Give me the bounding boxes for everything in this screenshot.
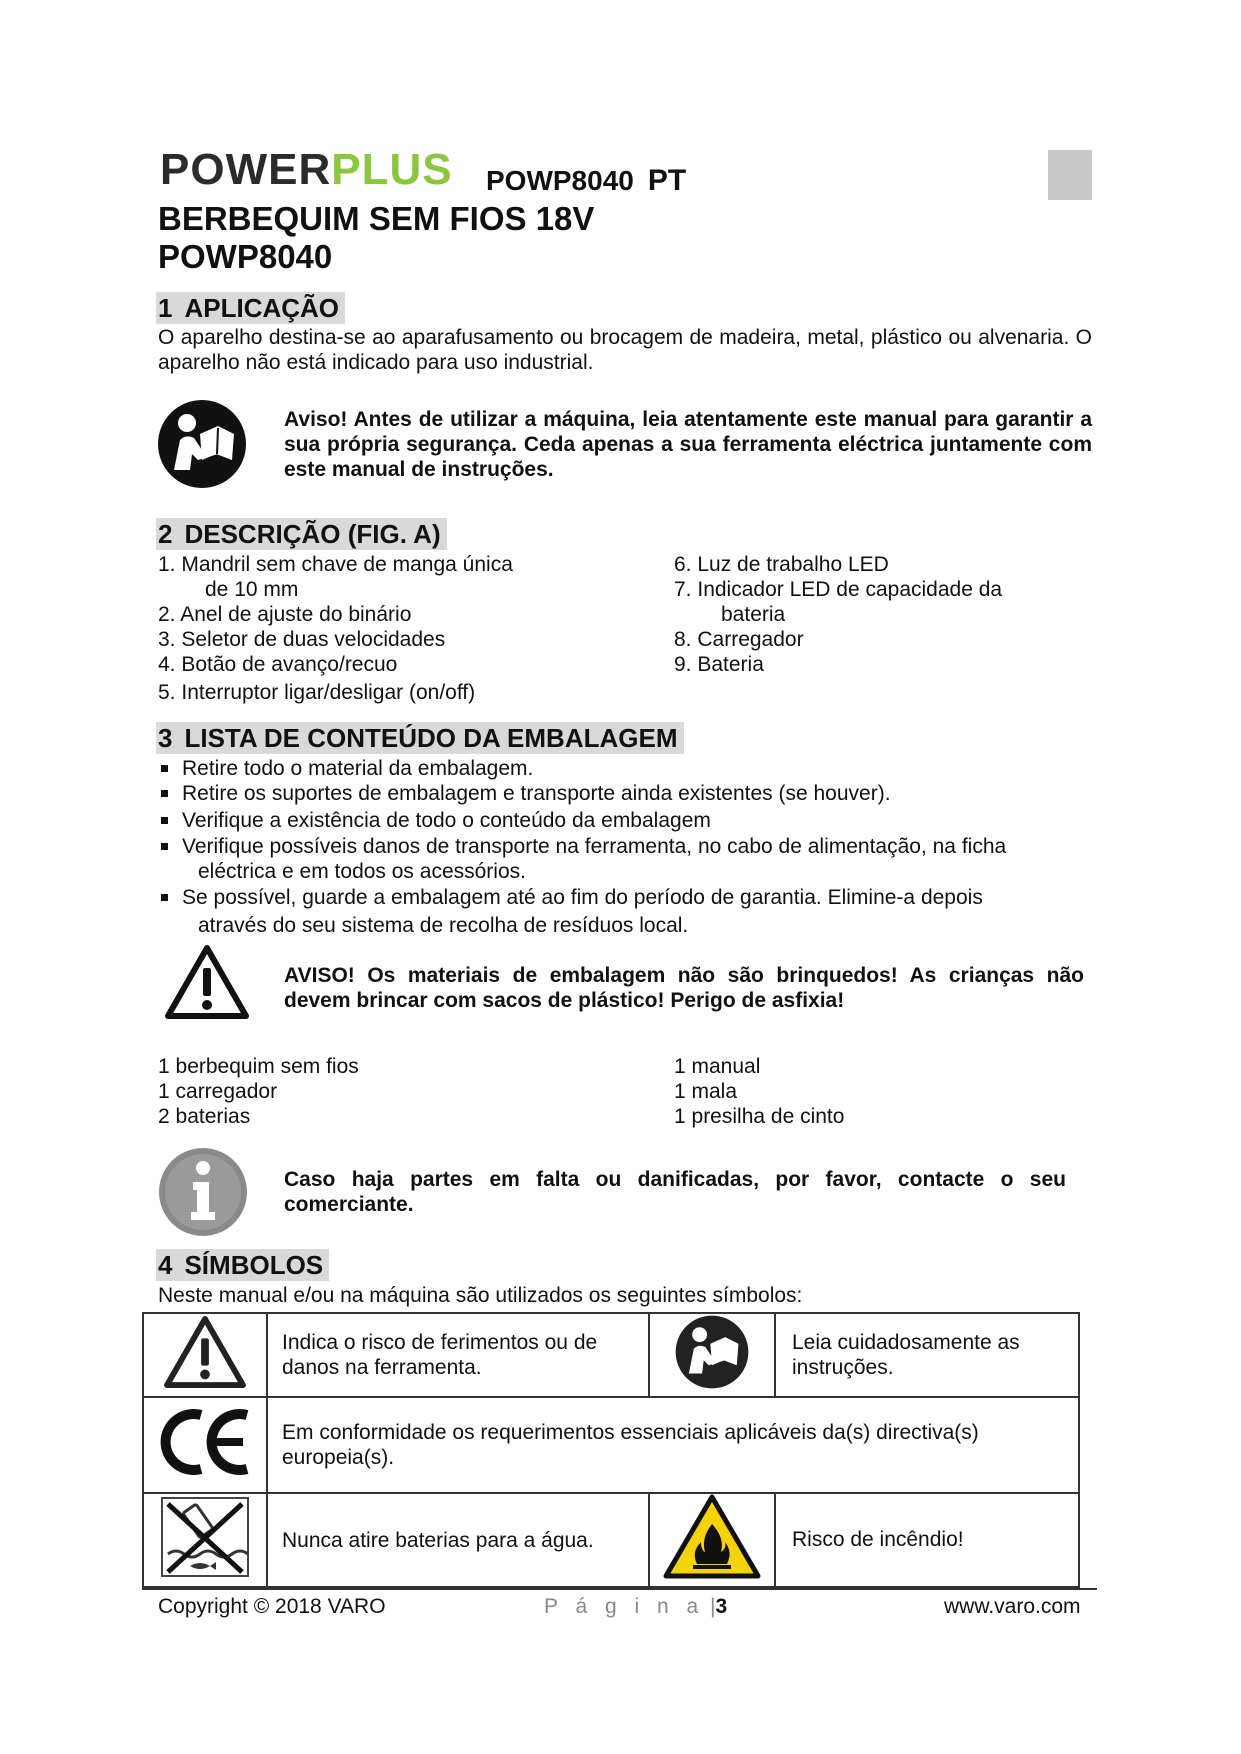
packaging-warning: AVISO! Os materiais de embalagem não são brinquedos! As crianças não devem brincar com sacos de plástico! Perigo de asfixia! [284,964,1084,1012]
contents-list-right [674,1054,844,1129]
footer-divider [142,1588,1097,1590]
info-icon [157,1146,249,1243]
brand-logo: POWERPLUS [160,145,453,194]
application-text: O aparelho destina-se ao aparafusamento ou brocagem de madeira, metal, plástico ou alvenaria. O aparelho não está indicado para uso industrial. [158,326,1092,374]
symbol-cell [143,1493,267,1587]
footer-website: www.varo.com [944,1595,1081,1618]
list-item: Verifique a existência de todo o conteúdo da embalagem [158,808,1006,833]
symbol-description: Leia cuidadosamente as instruções. [775,1313,1079,1397]
list-item: 7. Indicador LED de capacidade da [674,578,1003,601]
list-item: Retire os suportes de embalagem e transporte ainda existentes (se houver). [158,781,1006,806]
section-heading-aplicacao: 1 APLICAÇÃO [156,292,345,324]
read-manual-warning: Aviso! Antes de utilizar a máquina, leia atentamente este manual para garantir a sua própria segurança. Ceda apenas a sua ferramenta eléctrica juntamente com este manual de instruções. [284,408,1092,481]
list-item-cont: eléctrica e em todos os acessórios. [198,860,526,883]
parts-list-left [158,552,513,705]
symbols-intro: Neste manual e/ou na máquina são utilizados os seguintes símbolos: [158,1284,803,1307]
list-item: 6. Luz de trabalho LED [674,553,889,576]
list-item: Se possível, guarde a embalagem até ao fim do período de garantia. Elimine-a depois [158,885,1006,910]
symbol-description: Nunca atire baterias para a água. [267,1493,649,1587]
page-number: P á g i n a |3 [544,1595,728,1618]
model-code: POWP8040 [486,165,634,196]
doc-title-line1: BERBEQUIM SEM FIOS 18V [158,200,595,237]
symbol-description: Indica o risco de ferimentos ou de danos na ferramenta. [267,1313,649,1397]
symbol-cell [649,1313,775,1397]
list-item: 5. Interruptor ligar/desligar (on/off) [158,681,476,704]
list-item: 1 carregador [158,1080,278,1103]
missing-parts-info: Caso haja partes em falta ou danificadas, por favor, contacte o seu comerciante. [284,1168,1066,1216]
page-tab-marker [1048,150,1092,200]
list-item: 2 baterias [158,1105,251,1128]
no-battery-in-water-icon [160,1496,250,1578]
symbol-cell [143,1397,267,1493]
warning-triangle-icon [164,944,250,1025]
list-item: Verifique possíveis danos de transporte na ferramenta, no cabo de alimentação, na ficha [158,834,1006,859]
section-heading-descricao: 2 DESCRIÇÃO (FIG. A) [156,518,447,550]
list-item: 1 mala [674,1080,738,1103]
list-item-cont: através do seu sistema de recolha de resíduos local. [198,914,689,937]
symbol-description: Risco de incêndio! [775,1493,1079,1587]
symbols-table [142,1312,1080,1588]
list-item: 1. Mandril sem chave de manga única [158,553,513,576]
read-manual-icon [674,1314,750,1390]
list-item: 8. Carregador [674,628,804,651]
symbol-cell [143,1313,267,1397]
ce-mark-icon [157,1407,253,1477]
contents-list-left [158,1054,359,1129]
fire-hazard-icon [663,1494,761,1580]
model-header [486,164,686,198]
parts-list-right [674,552,1002,677]
list-item: 1 berbequim sem fios [158,1055,359,1078]
list-item-cont: de 10 mm [205,578,299,601]
warning-triangle-icon [163,1315,247,1389]
list-item: 4. Botão de avanço/recuo [158,653,398,676]
read-manual-icon [156,398,248,495]
packaging-bullets [158,756,1006,938]
list-item: 1 manual [674,1055,761,1078]
list-item: 1 presilha de cinto [674,1105,845,1128]
language-code: PT [647,164,687,197]
list-item: 9. Bateria [674,653,764,676]
list-item-cont: bateria [721,603,786,626]
doc-title-line2: POWP8040 [158,238,333,275]
footer-copyright: Copyright © 2018 VARO [158,1595,386,1618]
list-item: Retire todo o material da embalagem. [158,756,1006,781]
list-item: 3. Seletor de duas velocidades [158,628,446,651]
section-heading-simbolos: 4 SÍMBOLOS [156,1249,329,1281]
list-item: 2. Anel de ajuste do binário [158,603,412,626]
symbol-description: Em conformidade os requerimentos essenciais aplicáveis da(s) directiva(s) europeia(s). [267,1397,1079,1493]
symbol-cell [649,1493,775,1587]
section-heading-conteudo: 3 LISTA DE CONTEÚDO DA EMBALAGEM [156,722,684,754]
